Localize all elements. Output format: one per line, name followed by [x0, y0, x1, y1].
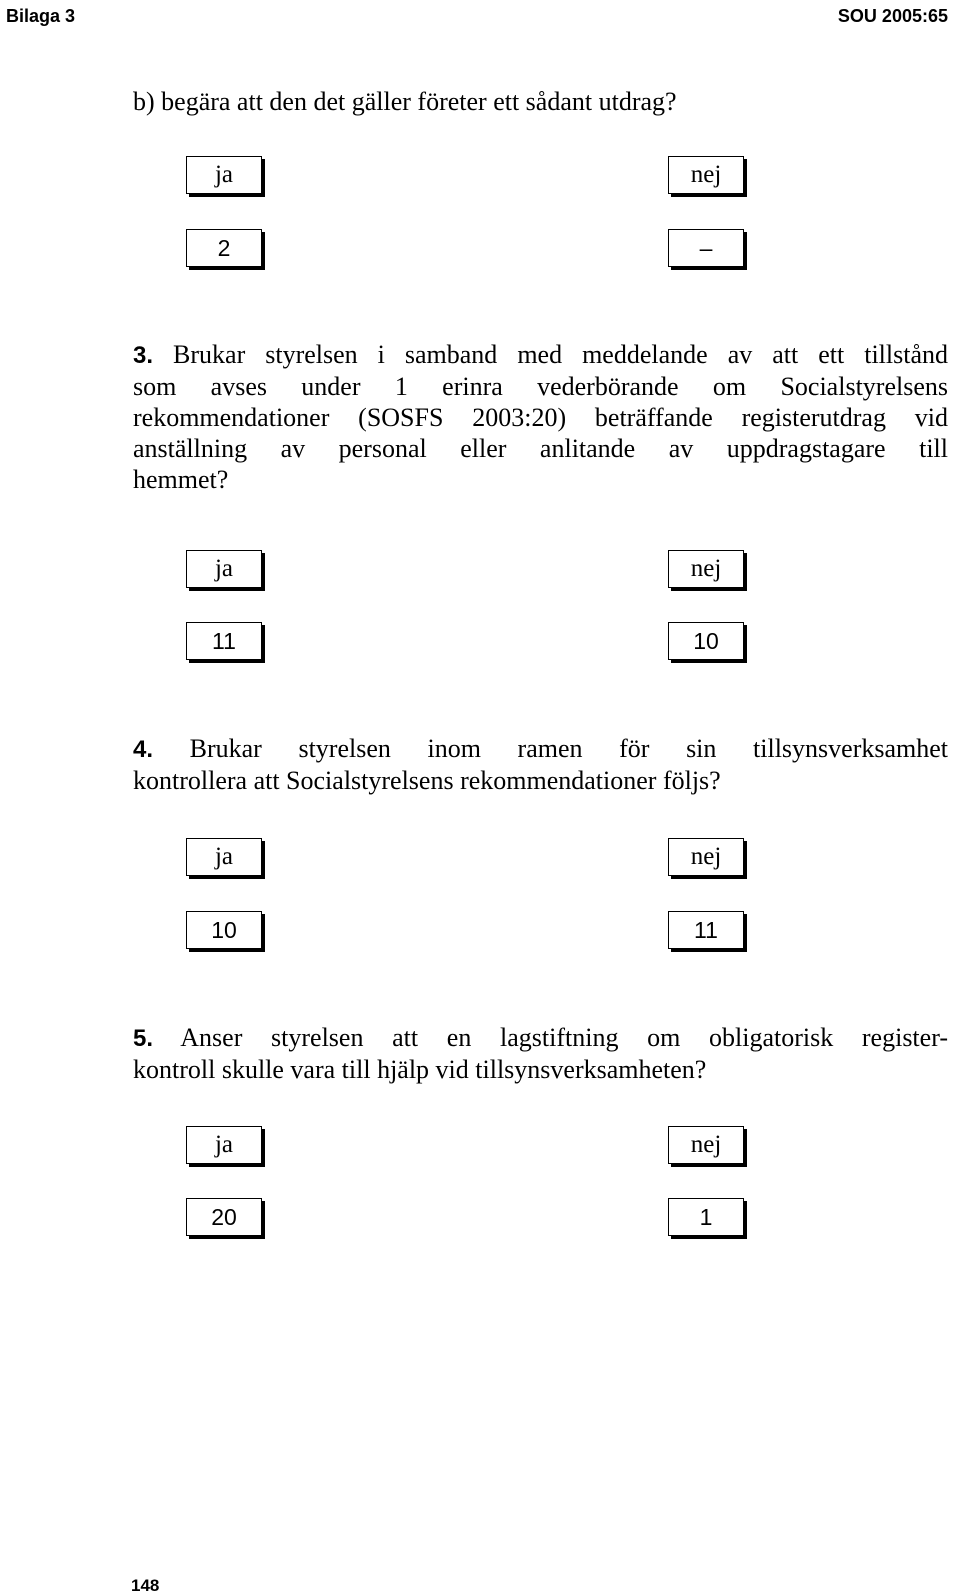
yes-label-box: ja — [186, 1126, 262, 1164]
question-4-text — [133, 733, 948, 796]
no-label-box: nej — [668, 1126, 744, 1164]
yes-value-box: 20 — [186, 1198, 262, 1236]
yes-label-box: ja — [186, 838, 262, 876]
header-right: SOU 2005:65 — [837, 6, 948, 26]
yes-value-box: 2 — [186, 229, 262, 267]
question-line: hemmet? — [133, 465, 229, 494]
no-value-box: 1 — [668, 1198, 744, 1236]
question-line: rekommendationer (SOSFS 2003:20) beträffande registerutdrag vid — [133, 403, 948, 432]
question-line: kontroll skulle vara till hjälp vid tillsynsverksamheten? — [133, 1055, 707, 1084]
question-5-text — [133, 1022, 948, 1085]
header-left: Bilaga 3 — [6, 6, 76, 26]
question-line: som avses under 1 erinra vederbörande om Socialstyrelsens — [133, 372, 948, 401]
question-line: Brukar styrelsen inom ramen för sin tillsynsverksamhet — [189, 734, 948, 763]
no-value-box: – — [668, 229, 744, 267]
yes-value-box: 10 — [186, 911, 262, 949]
no-value-box: 11 — [668, 911, 744, 949]
yes-label-box: ja — [186, 156, 262, 194]
no-label-box: nej — [668, 550, 744, 588]
no-label-box: nej — [668, 838, 744, 876]
question-number: 3. — [133, 342, 154, 369]
no-value-box: 10 — [668, 622, 744, 660]
question-line: Brukar styrelsen i samband med meddelande av att ett tillstånd — [173, 340, 949, 369]
question-line: Anser styrelsen att en lagstiftning om obligatorisk register- — [180, 1023, 948, 1052]
yes-value-box: 11 — [186, 622, 262, 660]
question-number: 5. — [133, 1025, 154, 1052]
question-line: kontrollera att Socialstyrelsens rekommendationer följs? — [133, 766, 721, 795]
no-label-box: nej — [668, 156, 744, 194]
yes-label-box: ja — [186, 550, 262, 588]
question-b-text — [133, 86, 948, 117]
question-line: b) begära att den det gäller företer ett sådant utdrag? — [133, 87, 677, 116]
question-number: 4. — [133, 736, 154, 763]
page-number: 148 — [131, 1576, 160, 1595]
question-3-text — [133, 339, 948, 495]
question-line: anställning av personal eller anlitande av uppdragstagare till — [133, 434, 948, 463]
